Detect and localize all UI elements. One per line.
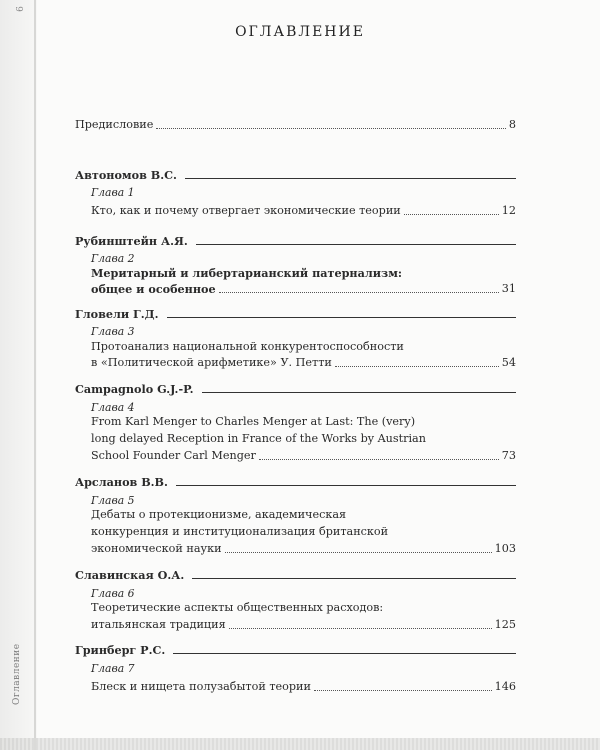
toc-entry[interactable]: [91, 617, 516, 633]
author-heading: Славинская О.А.: [75, 567, 516, 583]
chapter-title-line: Дебаты о протекционизме, академическая: [91, 508, 347, 521]
dot-leader: [156, 127, 506, 129]
chapter-label: Глава 6: [91, 587, 135, 600]
toc-entry[interactable]: [91, 203, 516, 219]
author-heading: Автономов В.С.: [75, 167, 516, 183]
chapter-page: 31: [501, 282, 516, 295]
author-heading: Гловели Г.Д.: [75, 306, 516, 322]
preface-label: Предисловие: [75, 118, 154, 131]
chapter-page: 12: [501, 204, 516, 217]
author-rule: [192, 578, 516, 579]
spine-divider: [34, 0, 36, 750]
chapter-title-line: Кто, как и почему отвергает экономические теории: [91, 204, 401, 217]
chapter-page: 54: [501, 356, 516, 369]
toc-entry[interactable]: [91, 281, 516, 297]
preface-page: 8: [508, 118, 516, 131]
author-rule: [185, 178, 516, 179]
chapter-label: Глава 1: [91, 186, 135, 199]
author-rule: [167, 317, 516, 318]
chapter-title-line: итальянская традиция: [91, 618, 226, 631]
chapter-label: Глава 4: [91, 401, 135, 414]
chapter-title-line: School Founder Carl Menger: [91, 449, 256, 462]
chapter-title-line: From Karl Menger to Charles Menger at Last: The (very): [91, 415, 416, 428]
dot-leader: [314, 689, 492, 691]
chapter-title-line: Блеск и нищета полузабытой теории: [91, 680, 311, 693]
chapter-label: Глава 7: [91, 662, 135, 675]
chapter-title-line: long delayed Reception in France of the Works by Austrian: [91, 432, 426, 445]
page: [37, 0, 600, 750]
page-title: ОГЛАВЛЕНИЕ: [235, 24, 365, 40]
chapter-title-line: в «Политической арифметике» У. Петти: [91, 356, 332, 369]
dot-leader: [335, 365, 499, 367]
spine-running-header: Оглавление: [12, 643, 22, 705]
chapter-page: 73: [501, 449, 516, 462]
chapter-page: 146: [494, 680, 516, 693]
chapter-title-line: Теоретические аспекты общественных расходов:: [91, 601, 384, 614]
dot-leader: [229, 627, 492, 629]
author-rule: [173, 653, 516, 654]
chapter-label: Глава 2: [91, 252, 135, 265]
chapter-page: 125: [494, 618, 516, 631]
spine-page-mark: 6: [15, 6, 26, 12]
author-heading: Campagnolo G.J.-P.: [75, 381, 516, 397]
chapter-title-line: конкуренция и институционализация британской: [91, 525, 389, 538]
dot-leader: [225, 551, 492, 553]
author-rule: [176, 485, 516, 486]
chapter-title-line: общее и особенное: [91, 282, 216, 296]
page-spine: [0, 0, 37, 750]
toc-entry[interactable]: [91, 679, 516, 695]
author-rule: [202, 392, 516, 393]
dot-leader: [219, 291, 499, 293]
toc-entry[interactable]: [91, 355, 516, 371]
author-heading: Гринберг Р.С.: [75, 642, 516, 658]
dot-leader: [404, 213, 499, 215]
author-rule: [196, 244, 516, 245]
toc-entry[interactable]: [91, 541, 516, 557]
author-heading: Арсланов В.В.: [75, 474, 516, 490]
chapter-page: 103: [494, 542, 516, 555]
toc-entry[interactable]: [91, 448, 516, 464]
page-bottom-edge: [0, 738, 600, 750]
author-heading: Рубинштейн А.Я.: [75, 233, 516, 249]
chapter-title-line: Меритарный и либертарианский патернализм:: [91, 266, 403, 280]
chapter-label: Глава 5: [91, 494, 135, 507]
dot-leader: [259, 458, 499, 460]
chapter-title-line: экономической науки: [91, 542, 222, 555]
chapter-label: Глава 3: [91, 325, 135, 338]
toc-entry-preface[interactable]: [75, 117, 516, 133]
chapter-title-line: Протоанализ национальной конкурентоспособности: [91, 340, 404, 353]
